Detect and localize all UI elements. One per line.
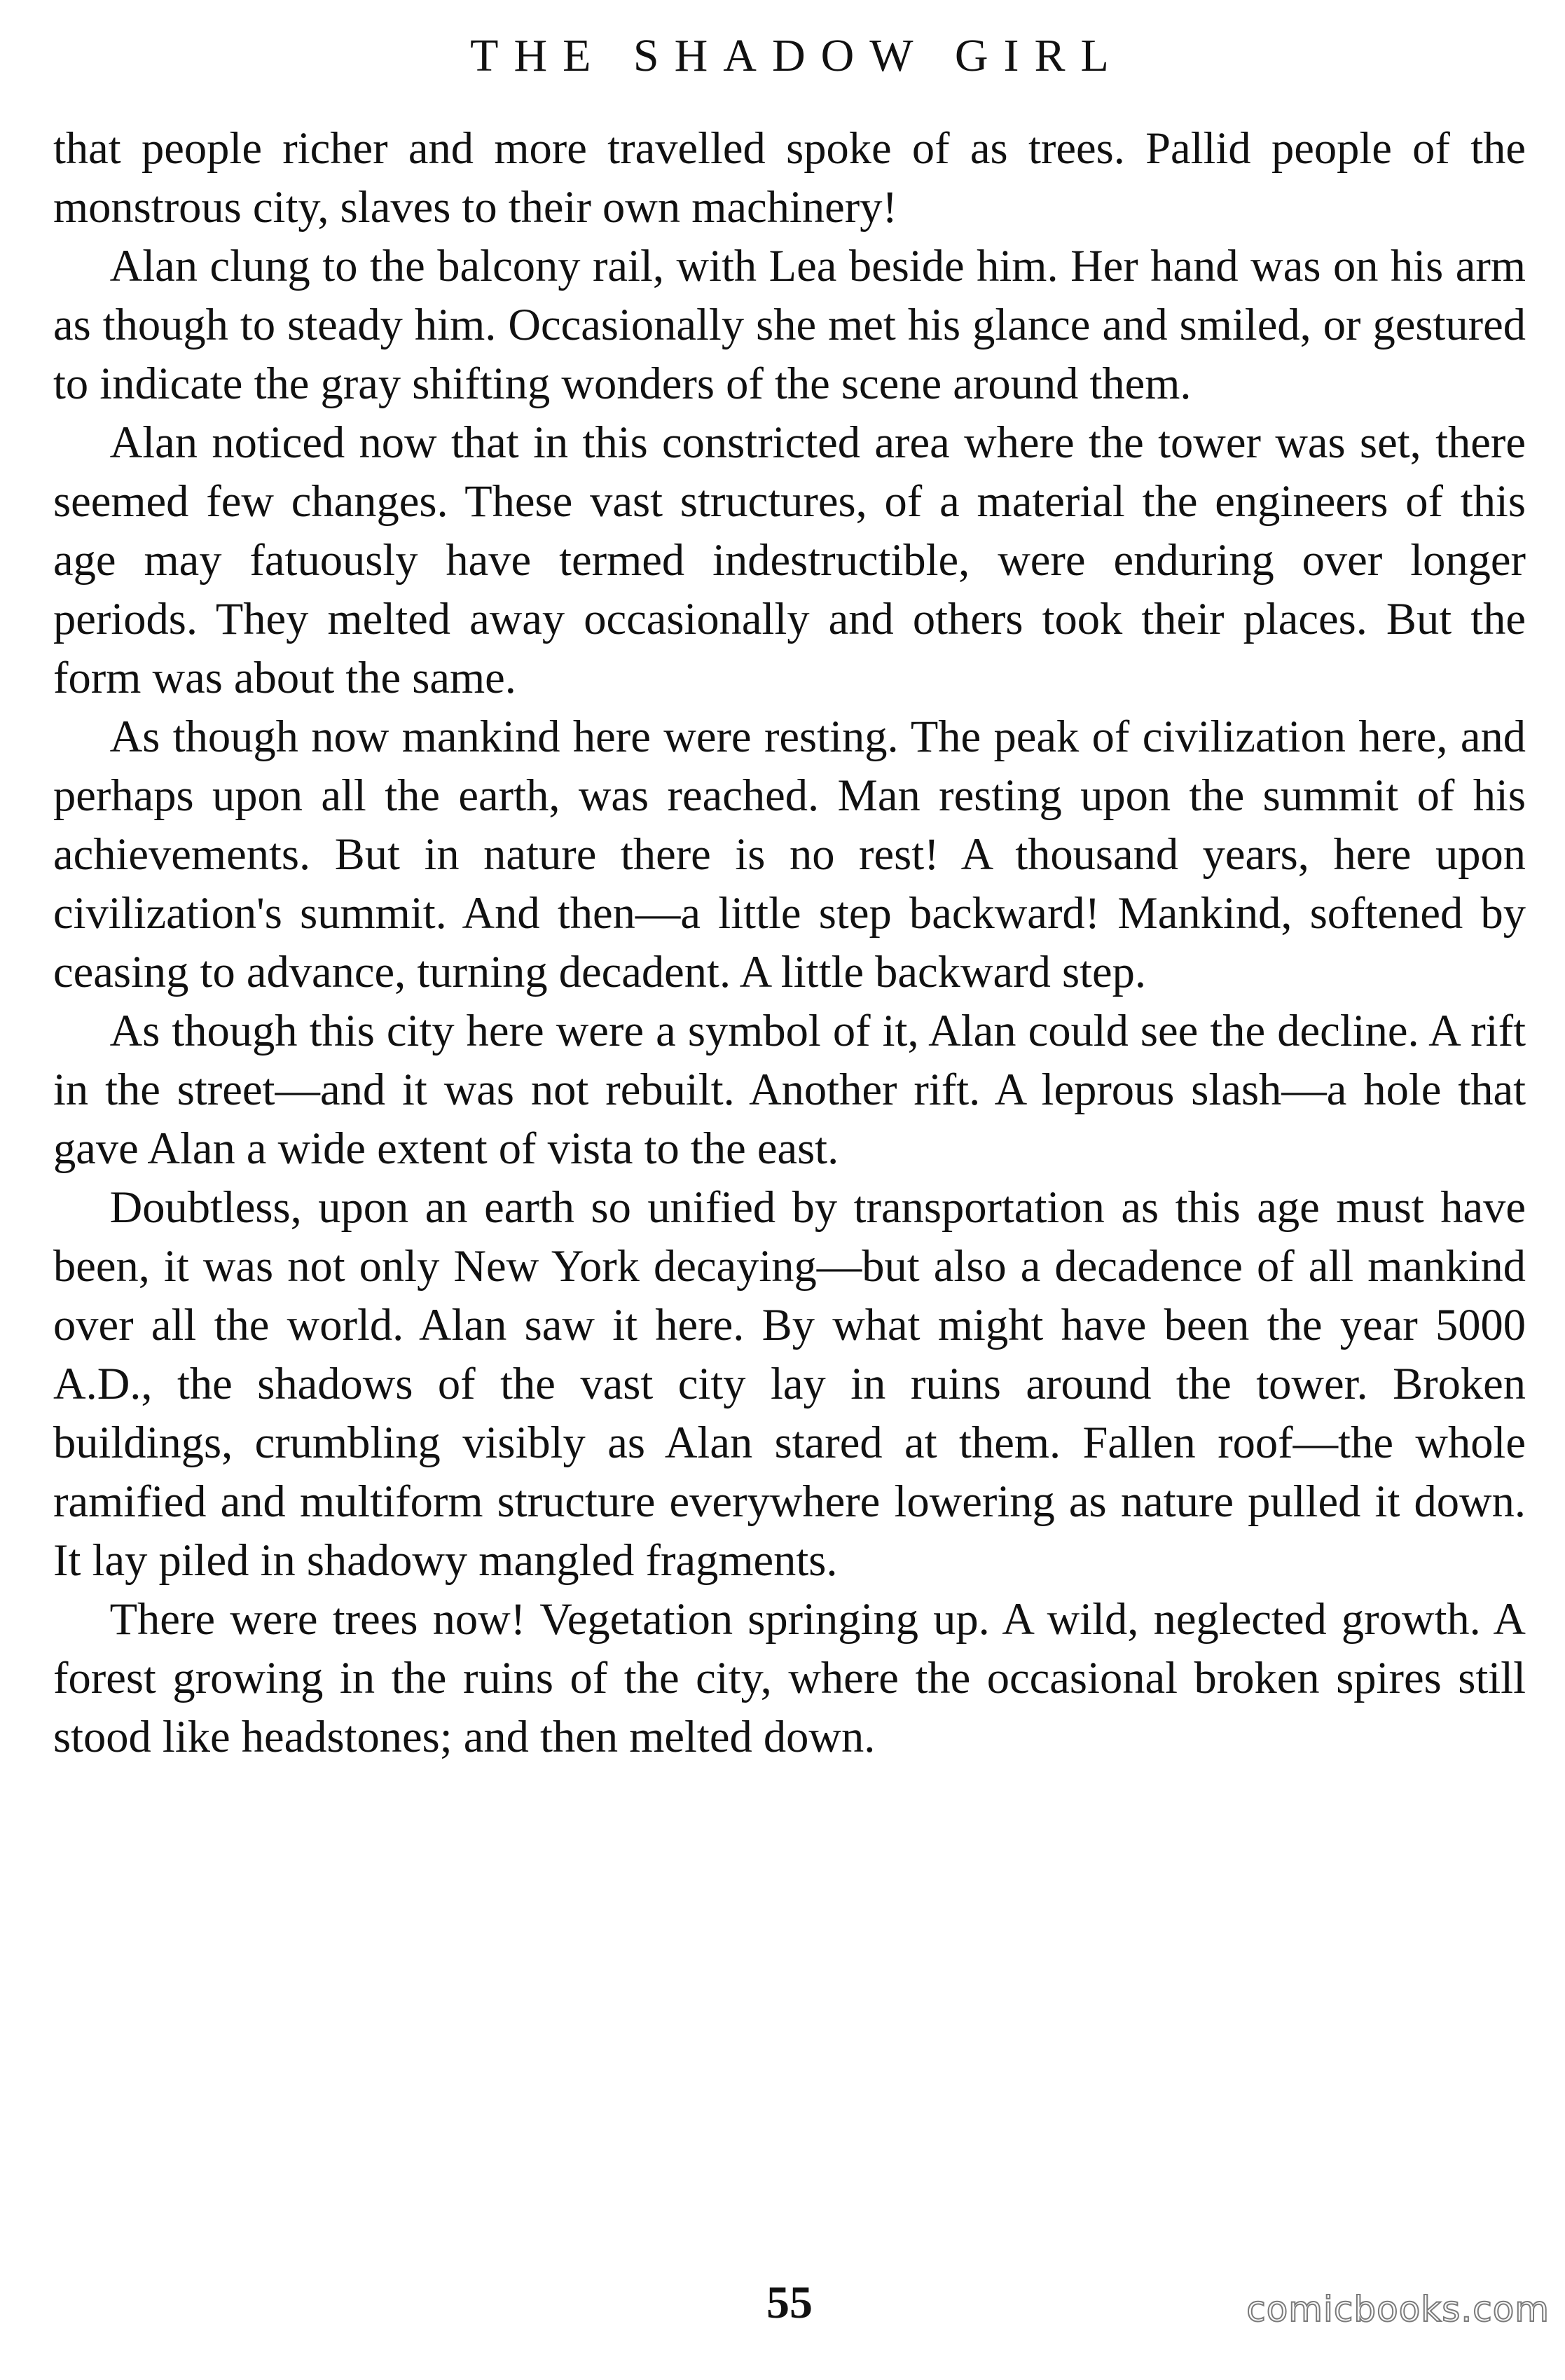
book-page: [53, 28, 1526, 2353]
watermark: comicbooks.com: [1246, 2289, 1550, 2330]
running-title: THE SHADOW GIRL: [470, 30, 1124, 81]
paragraph: Alan clung to the balcony rail, with Lea beside him. Her hand was on his arm as though to steady him. Occasionally she met his glance and smiled, or gestured to indicate the gray shifting wonders of the scene around them.: [53, 241, 1526, 408]
paragraph: There were trees now! Vegetation springing up. A wild, neglected growth. A forest growing in the ruins of the city, where the occasional broken spires still stood like headstones; and then melted down.: [53, 1594, 1526, 1762]
paragraph: As though this city here were a symbol of it, Alan could see the decline. A rift in the street—and it was not rebuilt. Another rift. A leprous slash—a hole that gave Alan a wide extent of vista to the east.: [53, 1006, 1526, 1173]
paragraph: As though now mankind here were resting. The peak of civilization here, and perhaps upon all the earth, was reached. Man resting upon the summit of his achievements. But in nature there is no rest! A thousand years, here upon civilization's summit. And then—a little step backward! Mankind, softened by ceasing to advance, turning decadent. A little backward step.: [53, 712, 1526, 997]
paragraph: Doubtless, upon an earth so unified by transportation as this age must have been, it was not only New York decaying—but also a decadence of all mankind over all the world. Alan saw it here. By what might have been the year 5000 A.D., the shadows of the vast city lay in ruins around the tower. Broken buildings, crumbling visibly as Alan stared at them. Fallen roof—the whole ramified and multiform structure everywhere lowering as nature pulled it down. It lay piled in shadowy mangled fragments.: [53, 1182, 1526, 1585]
page-number: 55: [766, 2277, 813, 2328]
body-text: [53, 119, 1526, 1766]
paragraph: that people richer and more travelled spoke of as trees. Pallid people of the monstrous city, slaves to their own machinery!: [53, 123, 1526, 232]
paragraph: Alan noticed now that in this constricted area where the tower was set, there seemed few changes. These vast structures, of a material the engineers of this age may fatuously have termed indestructible, were enduring over longer periods. They melted away occasionally and others took their places. But the form was about the same.: [53, 417, 1526, 703]
